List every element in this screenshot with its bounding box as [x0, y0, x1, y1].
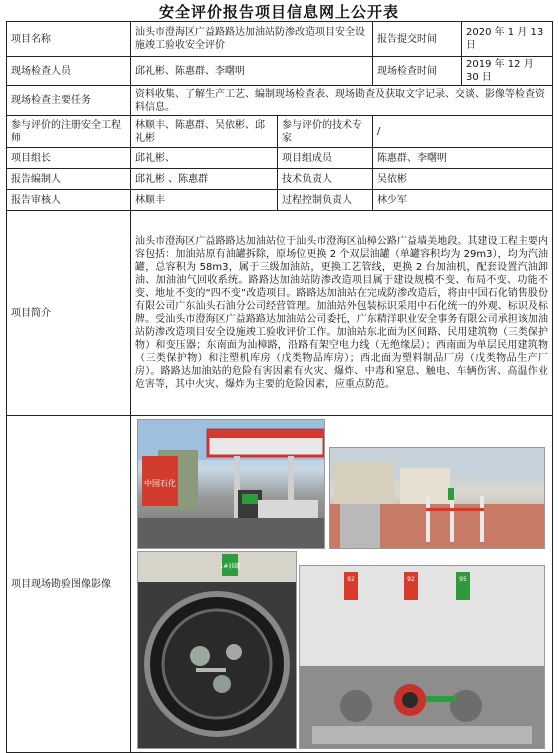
- photo-tank-manhole: [137, 551, 297, 749]
- value-submit-time: 2020 年 1 月 13 日: [466, 27, 544, 51]
- label-submit-time: 报告提交时间: [373, 22, 462, 56]
- value-team-leader: 邱礼彬、: [131, 148, 278, 169]
- photo-gallery: [135, 417, 547, 751]
- label-engineers: 参与评价的注册安全工程师: [7, 116, 131, 148]
- label-intro: 项目简介: [7, 211, 131, 416]
- value-engineers: 林顺丰、陈惠群、吴依彬、邱礼彬: [131, 116, 278, 148]
- label-process-lead: 过程控制负责人: [278, 190, 373, 211]
- row-project-name: [7, 22, 553, 57]
- unloading-box-illustration: [300, 566, 544, 748]
- value-inspectors: 邱礼彬、陈惠群、李曙明: [131, 57, 373, 86]
- tank-tag-text: 1#油罐: [219, 563, 241, 570]
- label-inspect-time: 现场检查时间: [373, 57, 462, 85]
- row-intro: [7, 211, 553, 416]
- row-reviewer: [7, 190, 553, 211]
- value-experts: /: [373, 116, 553, 148]
- label-photos: 项目现场勘验图像影像: [7, 416, 131, 753]
- row-team: [7, 148, 553, 169]
- row-main-tasks: [7, 86, 553, 116]
- value-inspect-time: 2019 年 12 月 30 日: [466, 59, 534, 83]
- label-reviewer: 报告审核人: [7, 190, 131, 211]
- manhole-illustration: [138, 552, 296, 748]
- value-reviewer: 林顺丰: [131, 190, 278, 211]
- label-project-name: 项目名称: [7, 22, 131, 57]
- page-title: 安全评价报告项目信息网上公开表: [158, 3, 399, 21]
- row-inspectors: [7, 57, 553, 86]
- photo-tank-area: [329, 447, 545, 549]
- pipe-tag-2: 92: [407, 576, 415, 583]
- row-author: [7, 169, 553, 190]
- canopy-illustration: [138, 420, 324, 548]
- value-main-tasks: 资料收集、了解生产工艺、编制现场检查表、现场勘查及获取文字记录、交谈、影像等检查资料信息。: [131, 86, 553, 116]
- info-table: [6, 21, 553, 753]
- value-intro: 汕头市澄海区广益路路达加油站位于汕头市澄海区汕樟公路广益墙美地段。其建设工程主要内容包括：加油站原有油罐拆除，原场位更换 2 个双层油罐（单罐容积均为 29m3），均为汽油罐，总容积为 58m3，属于三级加油站，更换工艺管线，更换 2 台加油机，配套设置汽油卸油、加油油气回收系统。路路达加油站防渗改造项目属于建设规模不变、布局不变、功能不变、地址不变的“四不变”改造项目。路路达加油站在完成防渗改造后，将由中国石化销售股份有限公司广东汕头石油分公司经营管理。加油站外包装标识采用中石化统一的外观、标识及标牌。受汕头市澄海区广益路路达加油站公司委托，广东精洋职业安全事务有限公司承担该加油站防渗改造项目安全设施竣工验收评价工作。加油站东北面为区间路、民用建筑物（三类保护物）和变压器；东南面为汕樟路，沿路有架空电力线（无绝缘层）；西南面为单层民用建筑物（三类保护物）和注塑机库房（戊类物品库房）；西北面为塑料制品厂房（戊类物品生产厂房）。路路达加油站的危险有害因素有火灾、爆炸、中毒和窒息、触电、车辆伤害、高温作业危害等，其中火灾、爆炸为主要的危险因素，应重点防范。: [131, 211, 553, 416]
- value-author: 邱礼彬 、陈惠群: [131, 169, 278, 190]
- label-author: 报告编制人: [7, 169, 131, 190]
- pipe-tag-3: 95: [459, 576, 467, 583]
- row-engineers: [7, 116, 553, 148]
- value-project-name: 汕头市澄海区广益路路达加油站防渗改造项目安全设施竣工验收安全评价: [131, 22, 373, 57]
- sinopec-sign-text: 中国石化: [144, 479, 176, 488]
- label-experts: 参与评价的技术专家: [278, 116, 373, 148]
- value-process-lead: 林少军: [373, 190, 553, 211]
- photo-gas-station-canopy: [137, 419, 325, 549]
- photo-unloading-box: [299, 565, 545, 749]
- label-team-members: 项目组成员: [278, 148, 373, 169]
- tank-area-illustration: [330, 448, 544, 548]
- photos-cell: [131, 416, 553, 753]
- label-team-leader: 项目组长: [7, 148, 131, 169]
- row-photos: [7, 416, 553, 753]
- label-tech-lead: 技术负责人: [278, 169, 373, 190]
- label-main-tasks: 现场检查主要任务: [7, 86, 131, 116]
- value-team-members: 陈惠群、李曙明: [373, 148, 553, 169]
- pipe-tag-1: 92: [347, 576, 355, 583]
- value-tech-lead: 吴依彬: [373, 169, 553, 190]
- label-inspectors: 现场检查人员: [7, 57, 131, 86]
